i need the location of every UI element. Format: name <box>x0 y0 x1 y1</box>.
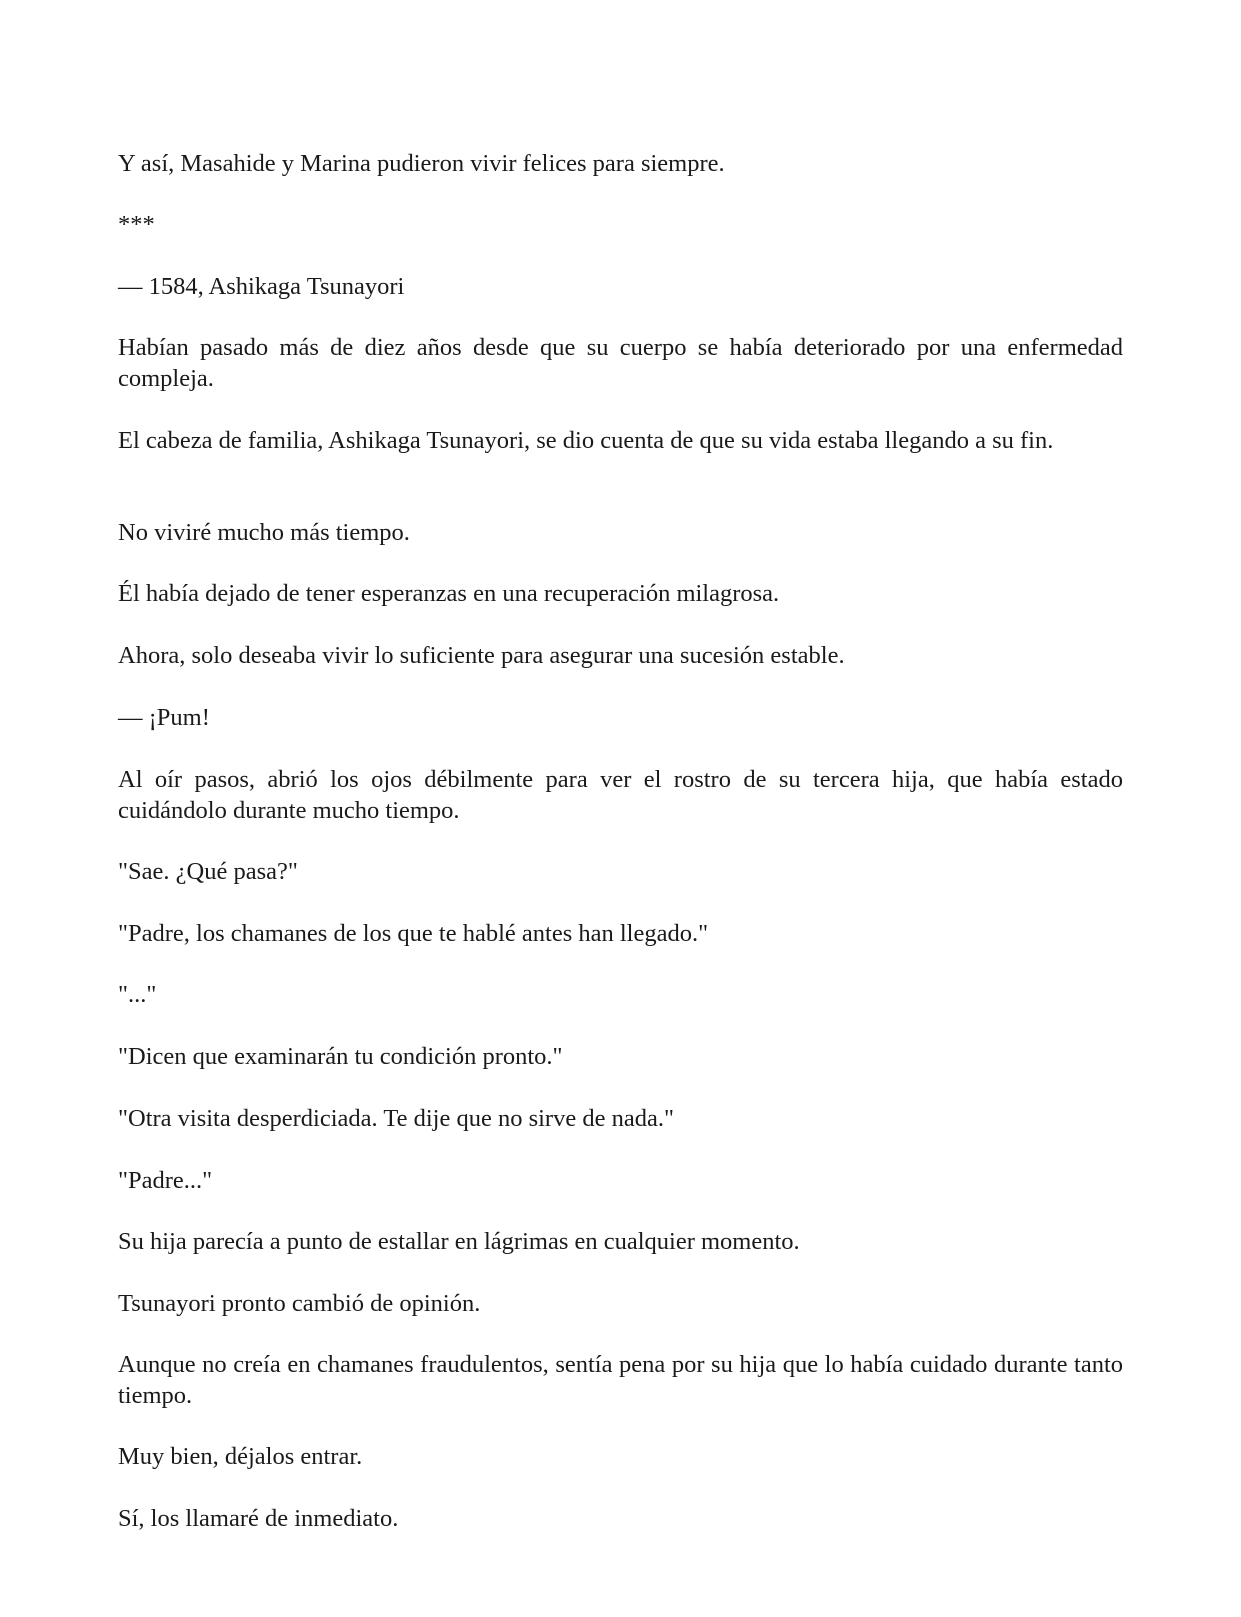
dialogue-1: "Sae. ¿Qué pasa?" <box>118 858 298 885</box>
paragraph-10: Tsunayori pronto cambió de opinión. <box>118 1290 481 1317</box>
scene-break: *** <box>118 211 155 238</box>
section-heading: — 1584, Ashikaga Tsunayori <box>118 273 405 300</box>
paragraph-13: Sí, los llamaré de inmediato. <box>118 1505 399 1532</box>
paragraph-2: Habían pasado más de diez años desde que su cuerpo se había deteriorado por una enfermedad compleja. <box>118 334 1123 392</box>
dialogue-3: "..." <box>118 981 157 1008</box>
paragraph-8: Al oír pasos, abrió los ojos débilmente para ver el rostro de su tercera hija, que había estado cuidándolo durante mucho tiempo. <box>118 766 1123 824</box>
paragraph-4: No viviré mucho más tiempo. <box>118 519 410 546</box>
paragraph-11: Aunque no creía en chamanes fraudulentos, sentía pena por su hija que lo había cuidado durante tanto tiempo. <box>118 1351 1123 1409</box>
paragraph-9: Su hija parecía a punto de estallar en lágrimas en cualquier momento. <box>118 1228 800 1255</box>
paragraph-5: Él había dejado de tener esperanzas en una recuperación milagrosa. <box>118 580 780 607</box>
dialogue-6: "Padre..." <box>118 1167 213 1194</box>
dialogue-5: "Otra visita desperdiciada. Te dije que no sirve de nada." <box>118 1105 674 1132</box>
dialogue-4: "Dicen que examinarán tu condición pronto." <box>118 1043 563 1070</box>
paragraph-6: Ahora, solo deseaba vivir lo suficiente para asegurar una sucesión estable. <box>118 642 845 669</box>
paragraph-3: El cabeza de familia, Ashikaga Tsunayori, se dio cuenta de que su vida estaba llegando a su fin. <box>118 427 1054 454</box>
dialogue-2: "Padre, los chamanes de los que te hablé antes han llegado." <box>118 920 709 947</box>
paragraph-7: — ¡Pum! <box>118 704 210 731</box>
paragraph-12: Muy bien, déjalos entrar. <box>118 1443 363 1470</box>
paragraph-1: Y así, Masahide y Marina pudieron vivir felices para siempre. <box>118 150 725 177</box>
